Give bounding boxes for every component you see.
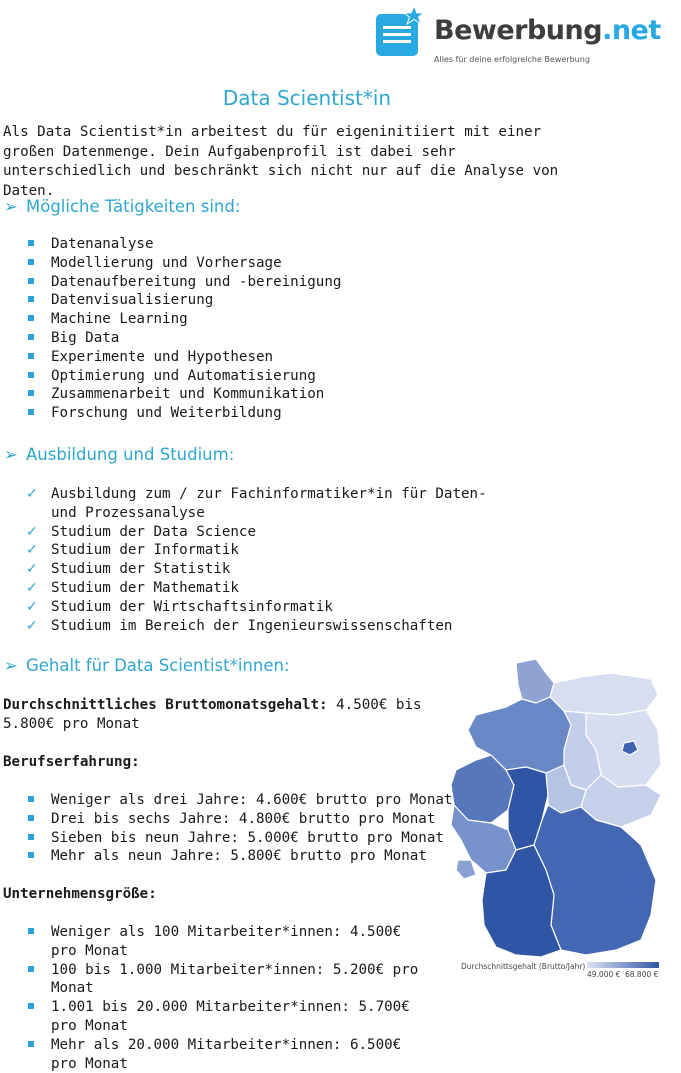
list-item xyxy=(28,847,452,866)
square-bullet-icon xyxy=(28,390,34,396)
list-item-text: Ausbildung zum / zur Fachinformatiker*in für Daten- und Prozessanalyse xyxy=(51,486,487,521)
square-bullet-icon xyxy=(28,353,34,359)
checkmark-icon: ✓ xyxy=(26,579,38,596)
list-item-text: Forschung und Weiterbildung xyxy=(51,405,282,422)
checkmark-icon: ✓ xyxy=(26,598,38,615)
list-item xyxy=(28,367,341,386)
list-item-text: Sieben bis neun Jahre: 5.000€ brutto pro Monat xyxy=(51,829,444,846)
checkmark-icon: ✓ xyxy=(26,617,38,634)
brand-tagline: Alles für deine erfolgreiche Bewerbung xyxy=(434,55,590,64)
education-heading: ➢ Ausbildung und Studium: xyxy=(4,445,235,464)
list-item xyxy=(28,961,423,999)
map-legend-max: 68.800 € xyxy=(625,970,659,979)
square-bullet-icon xyxy=(28,240,34,246)
list-item xyxy=(28,998,423,1036)
list-item-text: Datenanalyse xyxy=(51,236,154,252)
list-item xyxy=(28,923,423,961)
region-mecklenburg-vorpommern xyxy=(550,673,658,715)
brand-logo[interactable] xyxy=(374,4,680,66)
checkmark-icon: ✓ xyxy=(26,486,38,502)
average-salary xyxy=(3,696,428,734)
list-item-text: Studium der Data Science xyxy=(51,523,256,540)
company-size-label: Unternehmensgröße: xyxy=(3,886,157,902)
average-salary-value: 4.500€ bis 5.800€ pro Monat xyxy=(3,697,422,732)
list-item xyxy=(28,385,341,404)
map-legend-gradient xyxy=(587,962,659,968)
list-item-text: Weniger als 100 Mitarbeiter*innen: 4.500€ pro Monat xyxy=(51,924,402,959)
square-bullet-icon xyxy=(28,834,34,840)
region-schleswig-holstein xyxy=(516,659,554,703)
company-size-list xyxy=(28,923,423,1073)
list-item-text: Datenvisualisierung xyxy=(51,292,214,309)
list-item xyxy=(28,598,508,617)
list-item xyxy=(28,485,508,523)
germany-salary-map xyxy=(446,655,676,985)
list-item-text: Weniger als drei Jahre: 4.600€ brutto pro Monat xyxy=(51,792,453,808)
list-item-text: Machine Learning xyxy=(51,311,188,328)
list-item xyxy=(28,348,341,367)
list-item xyxy=(28,523,508,542)
list-item-text: Studium der Statistik xyxy=(51,561,231,578)
activities-heading: ➢ Mögliche Tätigkeiten sind: xyxy=(4,197,241,216)
experience-label: Berufserfahrung: xyxy=(3,754,140,770)
list-item xyxy=(28,829,452,848)
list-item xyxy=(28,579,508,598)
square-bullet-icon xyxy=(28,315,34,321)
arrow-bullet-icon: ➢ xyxy=(4,656,18,675)
list-item-text: Experimente und Hypothesen xyxy=(51,348,274,365)
list-item xyxy=(28,404,341,423)
list-item xyxy=(28,810,452,829)
arrow-bullet-icon: ➢ xyxy=(4,197,18,216)
list-item-text: Zusammenarbeit und Kommunikation xyxy=(51,386,325,403)
square-bullet-icon xyxy=(28,1041,34,1047)
list-item xyxy=(28,791,452,810)
square-bullet-icon xyxy=(28,815,34,821)
education-list xyxy=(28,485,508,635)
experience-list xyxy=(28,791,452,866)
square-bullet-icon xyxy=(28,966,34,972)
square-bullet-icon xyxy=(28,852,34,858)
document-icon xyxy=(374,4,430,60)
list-item xyxy=(28,273,341,292)
list-item-text: 100 bis 1.000 Mitarbeiter*innen: 5.200€ pro Monat xyxy=(51,961,419,997)
list-item-text: Mehr als 20.000 Mitarbeiter*innen: 6.500€ pro Monat xyxy=(51,1036,402,1072)
list-item-text: Big Data xyxy=(51,329,120,346)
list-item-text: Modellierung und Vorhersage xyxy=(51,254,282,271)
checkmark-icon: ✓ xyxy=(26,542,38,559)
square-bullet-icon xyxy=(28,928,34,934)
square-bullet-icon xyxy=(28,259,34,265)
square-bullet-icon xyxy=(28,278,34,284)
list-item xyxy=(28,1036,423,1073)
list-item xyxy=(28,235,341,254)
list-item xyxy=(28,329,341,348)
checkmark-icon: ✓ xyxy=(26,523,38,540)
activities-list xyxy=(28,235,341,423)
map-legend-min: 49.000 € xyxy=(587,970,621,979)
average-salary-label: Durchschnittliches Bruttomonatsgehalt: xyxy=(3,697,328,713)
square-bullet-icon xyxy=(28,296,34,302)
salary-heading: ➢ Gehalt für Data Scientist*innen: xyxy=(4,656,290,675)
page-title: Data Scientist*in xyxy=(222,86,392,110)
brand-wordmark: Bewerbung.net xyxy=(434,15,661,46)
intro-text: Als Data Scientist*in arbeitest du für eigeninitiiert mit einer großen Datenmenge. Dein Aufgabenprofil ist dabei sehr unterschiedlich und beschränkt sich nicht nur auf die Analyse von Daten. xyxy=(3,124,559,199)
square-bullet-icon xyxy=(28,372,34,378)
square-bullet-icon xyxy=(28,334,34,340)
list-item-text: 1.001 bis 20.000 Mitarbeiter*innen: 5.700€ pro Monat xyxy=(51,999,410,1034)
list-item-text: Mehr als neun Jahre: 5.800€ brutto pro Monat xyxy=(51,848,427,865)
square-bullet-icon xyxy=(28,409,34,415)
list-item xyxy=(28,254,341,273)
list-item xyxy=(28,560,508,579)
region-saarland xyxy=(456,860,476,879)
list-item xyxy=(28,541,508,560)
list-item-text: Datenaufbereitung und -bereinigung xyxy=(51,273,342,290)
list-item-text: Studium im Bereich der Ingenieurswissenschaften xyxy=(51,617,453,634)
list-item xyxy=(28,291,341,310)
square-bullet-icon xyxy=(28,796,34,802)
list-item-text: Studium der Wirtschaftsinformatik xyxy=(51,598,333,615)
list-item xyxy=(28,310,341,329)
square-bullet-icon xyxy=(28,1003,34,1009)
arrow-bullet-icon: ➢ xyxy=(4,445,18,464)
list-item-text: Optimierung und Automatisierung xyxy=(51,367,316,384)
list-item-text: Studium der Informatik xyxy=(51,542,239,559)
list-item xyxy=(28,617,508,636)
map-legend-title: Durchschnittsgehalt (Brutto/Jahr) xyxy=(461,962,586,971)
list-item-text: Drei bis sechs Jahre: 4.800€ brutto pro Monat xyxy=(51,810,436,827)
checkmark-icon: ✓ xyxy=(26,561,38,578)
list-item-text: Studium der Mathematik xyxy=(51,579,239,596)
